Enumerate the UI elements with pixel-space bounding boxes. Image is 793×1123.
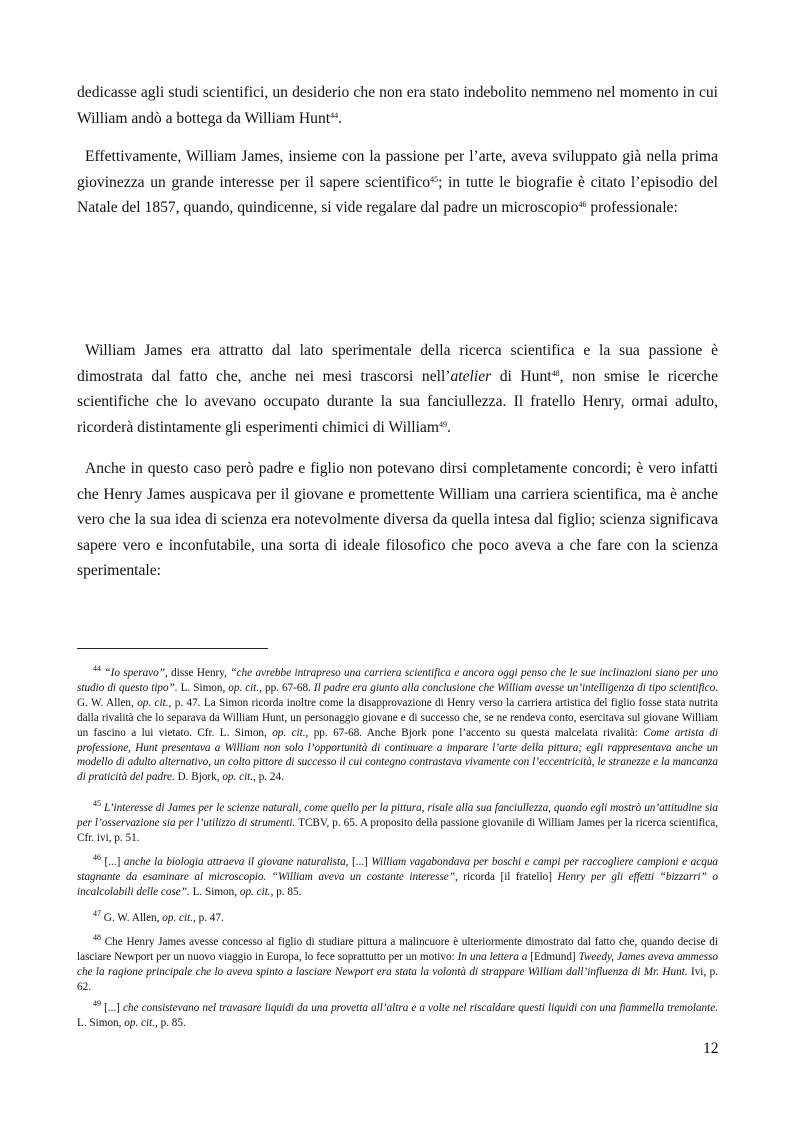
footnote-49: $^{49}$ [...] che consistevano nel travasare liquidi da una provetta all’altra e a volte nel riscaldare questi liquidi con una fiammella tremolante. L. Simon, op. cit., p. 85.: [77, 999, 719, 1029]
footnote-ref-46[interactable]: 46: [578, 200, 587, 210]
footnote-48: $^{48}$ Che Henry James avesse concesso al figlio di studiare pittura a malincuore è ulteriormente dimostrato dal fatto che, quando decise di lasciare Newport per un nuovo viaggio in Europa, lo fece soprattutto per un motivo: In una lettera a [Edmund] Tweedy, James aveva ammesso che la ragione principale che lo aveva spinto a lasciare Newport era stata la volontà di strappare William dall’influenza di Mr. Hunt. Ivi, p. 62.: [77, 933, 718, 993]
paragraph-1: dedicasse agli studi scientifici, un desiderio che non era stato indebolito nemmeno nel momento in cui William andò a bottega da William Hunt$^{44}$.: [77, 84, 718, 127]
footnote-47: $^{47}$ G. W. Allen, op. cit., p. 47.: [93, 909, 224, 924]
footnote-ref-49[interactable]: 49: [438, 419, 447, 429]
footnote-45: $^{45}$ L’interesse di James per le scienze naturali, come quello per la pittura, risale alla sua fanciullezza, quando egli mostrò un’attitudine sia per l’osservazione sia per l’utilizzo di strumenti. TCBV, p. 65. A proposito della passione giovanile di William James per la ricerca scientifica, Cfr. ivi, p. 51.: [77, 799, 719, 844]
footnote-ref-48[interactable]: 48: [551, 368, 560, 378]
paragraph-4: Anche in questo caso però padre e figlio non potevano dirsi completamente concordi; è vero infatti che Henry James auspicava per il giovane e promettente William una carriera scientifica, ma è anche vero che la sua idea di scienza era notevolmente diversa da quella intesa dal figlio; scienza significava sapere vero e inconfutabile, una sorta di ideale filosofico che poco aveva a che fare con la scienza sperimentale:: [77, 460, 718, 580]
paragraph-3: William James era attratto dal lato sperimentale della ricerca scientifica e la sua passione è dimostrata dal fatto che, anche nei mesi trascorsi nell’atelier di Hunt$^{48}$, non smise le ricerche scientifiche che lo avevano occupato durante la sua fanciullezza. Il fratello Henry, ormai adulto, ricorderà distintamente gli esperimenti chimici di William$^{49}$.: [77, 342, 718, 436]
footnote-ref-45[interactable]: 45: [430, 174, 439, 184]
footnote-46: $^{46}$ [...] anche la biologia attraeva il giovane naturalista, [...] William vagabondava per boschi e campi per raccogliere campioni e acqua stagnante da esaminare al microscopio. “William aveva un costante interesse”, ricorda [il fratello] Henry per gli effetti “bizzarri” o incalcolabili delle cose”. L. Simon, op. cit., p. 85.: [77, 853, 719, 898]
page-number: 12: [703, 1040, 719, 1057]
footnote-44: $^{44}$ “Io speravo”, disse Henry, “che avrebbe intrapreso una carriera scientifica e ancora oggi penso che le sue inclinazioni siano per uno studio di questo tipo”. L. Simon, op. cit., pp. 67-68. Il padre era giunto alla conclusione che William avesse un’intelligenza di tipo scientifico. G. W. Allen, op. cit., p. 47. La Simon ricorda inoltre come la disapprovazione di Henry verso la carriera artistica del figlio fosse stata nutrita dalla rivalità che lo separava da William Hunt, un personaggio giovane e di successo che, se ne rendeva conto, esercitava sul giovane William un fascino a lui vietato. Cfr. L. Simon, op. cit., pp. 67-68. Anche Bjork pone l’accento su questa malcelata rivalità: Come artista di professione, Hunt presentava a William non solo l’opportunità di continuare a imparare l’arte della pittura; egli rappresentava anche un modello di adulto alternativo, un colto pittore di successo il cui contegno contrastava vivamente con l’eccentricità, le stranezze e la mancanza di praticità del padre. D. Bjork, op. cit., p. 24.: [77, 664, 719, 784]
paragraph-2: Effettivamente, William James, insieme con la passione per l’arte, aveva sviluppato già nella prima giovinezza un grande interesse per il sapere scientifico$^{45}$; in tutte le biografie è citato l’episodio del Natale del 1857, quando, quindicenne, si vide regalare dal padre un microscopio$^{46}$ professionale:: [77, 148, 718, 217]
footnote-ref-44[interactable]: 44: [330, 110, 339, 120]
italic-term: atelier: [450, 367, 492, 385]
footnote-separator: [77, 648, 268, 649]
